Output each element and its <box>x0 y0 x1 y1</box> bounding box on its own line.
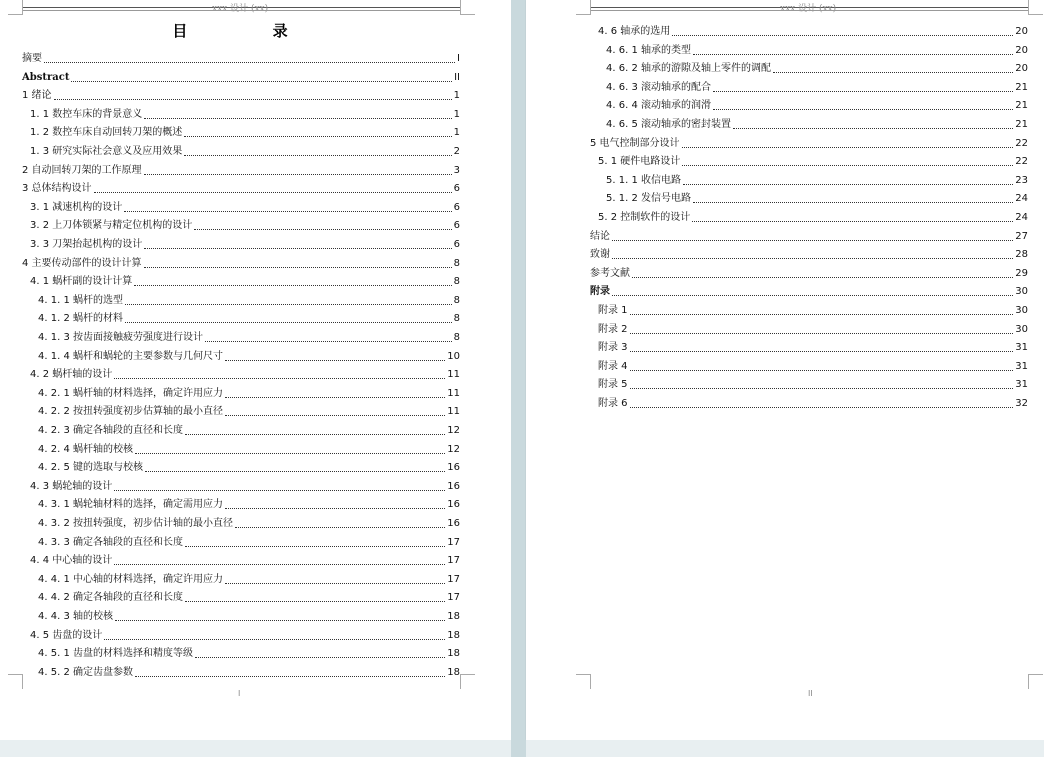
toc-entry-page: 1 <box>453 127 460 139</box>
toc-entry-page: 24 <box>1015 193 1028 205</box>
margin-corner-mark <box>1028 674 1043 689</box>
toc-entry-title: 4. 1. 2 蜗杆的材料 <box>38 313 123 325</box>
toc-dot-leader <box>630 333 1014 334</box>
toc-entry-title: 4. 5 齿盘的设计 <box>30 629 103 641</box>
toc-entry-title: 附录 3 <box>598 342 628 354</box>
header-rule <box>22 4 460 14</box>
toc-entry-title: 附录 4 <box>598 360 628 372</box>
margin-corner-mark <box>460 674 475 689</box>
toc-dot-leader <box>733 128 1013 129</box>
toc-entry-title: 4. 1. 4 蜗杆和蜗轮的主要参数与几何尺寸 <box>38 350 223 362</box>
margin-corner-mark <box>8 0 23 15</box>
toc-entry-page: 6 <box>453 201 460 213</box>
toc-entry-page: 22 <box>1015 156 1028 168</box>
toc-entry[interactable] <box>22 70 460 84</box>
toc-entry-page: 11 <box>447 369 460 381</box>
margin-corner-mark <box>460 0 475 15</box>
toc-entry-page: 24 <box>1015 212 1028 223</box>
toc-entry-page: 30 <box>1015 323 1028 335</box>
toc-entry-title: 4. 1. 3 按齿面接触疲劳强度进行设计 <box>38 332 203 343</box>
toc-entry-title: 4. 4. 2 确定各轴段的直径和长度 <box>38 592 183 604</box>
toc-entry[interactable] <box>606 173 1028 187</box>
toc-entry-title: 4. 5. 1 齿盘的材料选择和精度等级 <box>38 648 193 660</box>
toc-entry-page: 31 <box>1015 342 1028 354</box>
toc-entry[interactable] <box>598 154 1028 168</box>
toc-dot-leader <box>225 583 445 584</box>
toc-entry[interactable] <box>38 460 460 474</box>
toc-entry-title: 5. 1. 2 发信号电路 <box>606 193 691 205</box>
toc-entry-title: 5. 2 控制软件的设计 <box>598 212 691 223</box>
toc-entry[interactable] <box>38 497 460 511</box>
toc-dot-leader <box>94 192 452 193</box>
toc-entry-page: 1 <box>453 108 460 120</box>
toc-entry[interactable] <box>598 359 1028 373</box>
toc-entry[interactable] <box>598 340 1028 354</box>
toc-dot-leader <box>693 202 1013 203</box>
toc-entry-page: 23 <box>1015 174 1028 186</box>
toc-dot-leader <box>773 72 1013 73</box>
toc-entry-page: 31 <box>1015 379 1028 391</box>
toc-dot-leader <box>630 351 1014 352</box>
toc-dot-leader <box>145 471 445 472</box>
toc-entry-title: 4. 2. 4 蜗杆轴的校核 <box>38 443 133 455</box>
toc-dot-leader <box>124 211 451 212</box>
toc-entry-title: 4. 1. 1 蜗杆的选型 <box>38 294 123 306</box>
toc-entry-title: 4. 5. 2 确定齿盘参数 <box>38 666 133 678</box>
toc-dot-leader <box>632 277 1013 278</box>
toc-entry-title: 致谢 <box>590 249 610 261</box>
toc-entry[interactable] <box>30 200 460 214</box>
toc-entry[interactable] <box>38 646 460 660</box>
toc-dot-leader <box>713 109 1013 110</box>
toc-dot-leader <box>630 407 1014 408</box>
toc-entry-title: 附录 1 <box>598 305 628 316</box>
toc-entry-title: 4. 3. 2 按扭转强度，初步估计轴的最小直径 <box>38 518 233 529</box>
document-page-2 <box>526 0 1044 740</box>
margin-corner-mark <box>1028 0 1043 15</box>
toc-entry-page: 17 <box>447 555 460 567</box>
page-number: I <box>238 689 241 698</box>
toc-entry[interactable] <box>590 247 1028 261</box>
toc-entry[interactable] <box>22 163 460 177</box>
toc-entry[interactable] <box>598 210 1028 224</box>
toc-entry-page: 18 <box>447 611 460 622</box>
toc-entry[interactable] <box>30 274 460 288</box>
toc-entry-page: 30 <box>1015 286 1028 298</box>
toc-entry-page: 20 <box>1015 26 1028 37</box>
toc-dot-leader <box>144 174 452 175</box>
toc-entry-page: 32 <box>1015 398 1028 409</box>
toc-entry[interactable] <box>38 516 460 530</box>
margin-corner-mark <box>576 674 591 689</box>
toc-dot-leader <box>144 118 451 119</box>
toc-entry-page: 18 <box>447 666 460 678</box>
toc-dot-leader <box>612 295 1013 296</box>
toc-entry-page: 29 <box>1015 267 1028 279</box>
toc-entry-page: 16 <box>447 480 460 492</box>
toc-dot-leader <box>195 657 445 658</box>
toc-entry-page: 8 <box>453 257 460 269</box>
toc-entry-page: 27 <box>1015 230 1028 242</box>
toc-entry-title: 4. 6. 2 轴承的游隙及轴上零件的调配 <box>606 63 771 75</box>
toc-entry[interactable] <box>22 181 460 195</box>
toc-entry[interactable] <box>598 377 1028 391</box>
toc-entry-page: 18 <box>447 629 460 641</box>
toc-dot-leader <box>682 165 1013 166</box>
toc-entry-page: 2 <box>453 146 460 157</box>
toc-title: 目 录 <box>172 22 328 40</box>
toc-entry-page: 17 <box>447 592 460 604</box>
toc-dot-leader <box>144 267 452 268</box>
header-rule-secondary <box>22 10 460 11</box>
toc-entry[interactable] <box>38 609 460 623</box>
toc-entry[interactable] <box>38 349 460 363</box>
toc-dot-leader <box>693 54 1013 55</box>
toc-entry-title: 4. 4. 1 中心轴的材料选择，确定许用应力 <box>38 573 223 585</box>
toc-dot-leader <box>185 434 445 435</box>
toc-entry-title: 1. 2 数控车床自动回转刀架的概述 <box>30 127 183 139</box>
toc-entry[interactable] <box>598 322 1028 336</box>
toc-entry[interactable] <box>606 98 1028 112</box>
toc-entry[interactable] <box>38 423 460 437</box>
toc-entry-page: 17 <box>447 573 460 585</box>
toc-entry-title: 4. 6. 4 滚动轴承的润滑 <box>606 100 711 112</box>
toc-dot-leader <box>205 341 452 342</box>
page-gutter <box>511 0 526 757</box>
toc-entry-title: 4. 2 蜗杆轴的设计 <box>30 369 113 381</box>
toc-dot-leader <box>184 136 451 137</box>
toc-entry[interactable] <box>590 284 1028 298</box>
toc-entry[interactable] <box>38 311 460 325</box>
margin-corner-mark <box>8 674 23 689</box>
toc-entry[interactable] <box>30 479 460 493</box>
toc-dot-leader <box>683 184 1013 185</box>
toc-entry[interactable] <box>38 442 460 456</box>
toc-entry[interactable] <box>38 330 460 344</box>
toc-entry[interactable] <box>598 24 1028 38</box>
toc-entry[interactable] <box>598 303 1028 317</box>
toc-entry[interactable] <box>30 628 460 642</box>
toc-entry-page: 18 <box>447 648 460 660</box>
toc-entry-title: 1. 3 研究实际社会意义及应用效果 <box>30 146 183 157</box>
toc-dot-leader <box>713 91 1013 92</box>
toc-entry-page: 30 <box>1015 305 1028 316</box>
toc-dot-leader <box>114 378 445 379</box>
toc-dot-leader <box>104 639 445 640</box>
toc-dot-leader <box>185 601 445 602</box>
toc-entry[interactable] <box>30 107 460 121</box>
toc-entry-title: 1 绪论 <box>22 90 52 102</box>
toc-dot-leader <box>630 314 1014 315</box>
toc-dot-leader <box>682 147 1014 148</box>
toc-entry-page: 21 <box>1015 100 1028 112</box>
document-page-1 <box>0 0 511 740</box>
toc-entry[interactable] <box>606 80 1028 94</box>
toc-dot-leader <box>184 155 451 156</box>
toc-entry-page: 8 <box>453 294 460 306</box>
toc-entry-title: 4. 3. 3 确定各轴段的直径和长度 <box>38 536 183 548</box>
toc-entry-page: 20 <box>1015 63 1028 75</box>
header-text: xxx 设计 (xx) <box>212 4 269 14</box>
toc-dot-leader <box>134 285 451 286</box>
toc-dot-leader <box>630 388 1014 389</box>
toc-entry[interactable] <box>30 367 460 381</box>
toc-entry-page: 6 <box>453 239 460 250</box>
toc-entry[interactable] <box>30 125 460 139</box>
toc-dot-leader <box>54 99 452 100</box>
toc-entry[interactable] <box>22 51 460 65</box>
toc-dot-leader <box>114 564 445 565</box>
toc-entry-title: 结论 <box>590 230 610 242</box>
toc-dot-leader <box>185 546 445 547</box>
toc-entry-title: 4. 1 蜗杆副的设计计算 <box>30 276 133 288</box>
toc-entry-title: 附录 6 <box>598 398 628 409</box>
toc-entry-title: 3. 2 上刀体锁紧与精定位机构的设计 <box>30 220 193 232</box>
toc-dot-leader <box>235 527 445 528</box>
toc-dot-leader <box>225 397 445 398</box>
toc-entry-title: 附录 <box>590 286 610 298</box>
margin-corner-mark <box>576 0 591 15</box>
toc-entry[interactable] <box>38 665 460 679</box>
toc-dot-leader <box>135 453 445 454</box>
toc-entry-page: 3 <box>453 164 460 176</box>
toc-dot-leader <box>630 370 1014 371</box>
toc-entry-page: 17 <box>447 536 460 548</box>
toc-entry[interactable] <box>606 61 1028 75</box>
toc-entry-title: 4. 3. 1 蜗轮轴材料的选择，确定需用应力 <box>38 499 223 511</box>
toc-entry-page: II <box>454 71 460 83</box>
toc-entry-page: 10 <box>447 350 460 362</box>
toc-dot-leader <box>225 360 445 361</box>
toc-entry[interactable] <box>590 266 1028 280</box>
toc-dot-leader <box>144 248 451 249</box>
toc-entry[interactable] <box>38 572 460 586</box>
toc-entry-page: 11 <box>447 406 460 418</box>
toc-dot-leader <box>115 620 445 621</box>
toc-entry-title: 附录 5 <box>598 379 628 391</box>
toc-entry-page: 8 <box>453 313 460 325</box>
toc-dot-leader <box>125 304 452 305</box>
toc-entry-title: 4 主要传动部件的设计计算 <box>22 257 142 269</box>
toc-entry-page: 31 <box>1015 360 1028 372</box>
toc-dot-leader <box>135 676 445 677</box>
toc-entry-title: 摘要 <box>22 53 42 64</box>
toc-entry-title: 4. 3 蜗轮轴的设计 <box>30 480 113 492</box>
toc-entry[interactable] <box>30 144 460 158</box>
toc-entry-title: 5 电气控制部分设计 <box>590 137 680 149</box>
toc-entry[interactable] <box>38 386 460 400</box>
toc-dot-leader <box>225 415 445 416</box>
toc-entry[interactable] <box>22 256 460 270</box>
toc-entry-title: 5. 1 硬件电路设计 <box>598 156 681 168</box>
toc-entry[interactable] <box>590 136 1028 150</box>
toc-entry[interactable] <box>38 293 460 307</box>
toc-entry-page: 16 <box>447 462 460 474</box>
toc-entry-page: 12 <box>447 443 460 455</box>
toc-entry-title: 3 总体结构设计 <box>22 183 92 195</box>
toc-entry-page: 22 <box>1015 137 1028 149</box>
toc-entry-page: 1 <box>453 90 460 102</box>
header-rule-secondary <box>590 10 1028 11</box>
toc-entry-page: 12 <box>447 425 460 436</box>
toc-entry[interactable] <box>606 117 1028 131</box>
toc-entry[interactable] <box>606 191 1028 205</box>
toc-dot-leader <box>71 81 452 82</box>
toc-entry-title: 4. 2. 5 键的选取与校核 <box>38 462 143 474</box>
toc-entry[interactable] <box>598 396 1028 410</box>
toc-dot-leader <box>612 240 1013 241</box>
toc-entry-title: 4. 4 中心轴的设计 <box>30 555 113 567</box>
page-bottom-strip <box>526 740 1044 757</box>
toc-dot-leader <box>692 221 1013 222</box>
toc-entry[interactable] <box>38 590 460 604</box>
toc-dot-leader <box>44 62 455 63</box>
header-text: xxx 设计 (xx) <box>780 4 837 14</box>
toc-entry-title: 参考文献 <box>590 267 630 279</box>
toc-entry-title: 3. 3 刀架抬起机构的设计 <box>30 239 143 250</box>
toc-entry[interactable] <box>38 535 460 549</box>
toc-entry[interactable] <box>22 88 460 102</box>
toc-entry-title: 4. 2. 1 蜗杆轴的材料选择，确定许用应力 <box>38 387 223 399</box>
toc-entry-page: 20 <box>1015 44 1028 56</box>
toc-entry-page: 21 <box>1015 81 1028 93</box>
toc-entry-title: 2 自动回转刀架的工作原理 <box>22 164 142 176</box>
toc-entry-title: 附录 2 <box>598 323 628 335</box>
toc-dot-leader <box>612 258 1013 259</box>
toc-entry[interactable] <box>30 553 460 567</box>
toc-dot-leader <box>194 229 451 230</box>
toc-entry-title: 4. 2. 2 按扭转强度初步估算轴的最小直径 <box>38 406 223 418</box>
toc-entry[interactable] <box>30 218 460 232</box>
toc-entry-page: 6 <box>453 183 460 195</box>
toc-entry-title: 1. 1 数控车床的背景意义 <box>30 108 143 120</box>
toc-dot-leader <box>225 508 445 509</box>
toc-entry-page: I <box>457 53 460 64</box>
toc-dot-leader <box>114 490 445 491</box>
page-bottom-strip <box>0 740 511 757</box>
toc-entry[interactable] <box>606 43 1028 57</box>
toc-entry-page: 16 <box>447 499 460 511</box>
toc-entry-title: 4. 4. 3 轴的校核 <box>38 611 113 622</box>
toc-entry-title: 3. 1 减速机构的设计 <box>30 201 123 213</box>
toc-entry-title: 4. 2. 3 确定各轴段的直径和长度 <box>38 425 183 436</box>
toc-entry-title: 4. 6. 1 轴承的类型 <box>606 44 691 56</box>
toc-entry-title: 4. 6. 5 滚动轴承的密封装置 <box>606 119 731 130</box>
toc-entry[interactable] <box>590 229 1028 243</box>
toc-entry-page: 6 <box>453 220 460 232</box>
page-number: II <box>808 689 813 698</box>
toc-entry-page: 8 <box>453 332 460 343</box>
toc-entry-title: 5. 1. 1 收信电路 <box>606 174 681 186</box>
toc-dot-leader <box>672 35 1013 36</box>
toc-entry-page: 8 <box>453 276 460 288</box>
toc-entry-page: 28 <box>1015 249 1028 261</box>
toc-entry-page: 11 <box>447 387 460 399</box>
toc-entry-title: 4. 6. 3 滚动轴承的配合 <box>606 81 711 93</box>
toc-entry-page: 16 <box>447 518 460 529</box>
toc-entry-page: 21 <box>1015 119 1028 130</box>
header-rule <box>590 4 1028 14</box>
toc-entry-title: 4. 6 轴承的选用 <box>598 26 671 37</box>
toc-entry[interactable] <box>38 404 460 418</box>
toc-entry[interactable] <box>30 237 460 251</box>
toc-dot-leader <box>125 322 452 323</box>
toc-entry-title: Abstract <box>22 71 70 83</box>
